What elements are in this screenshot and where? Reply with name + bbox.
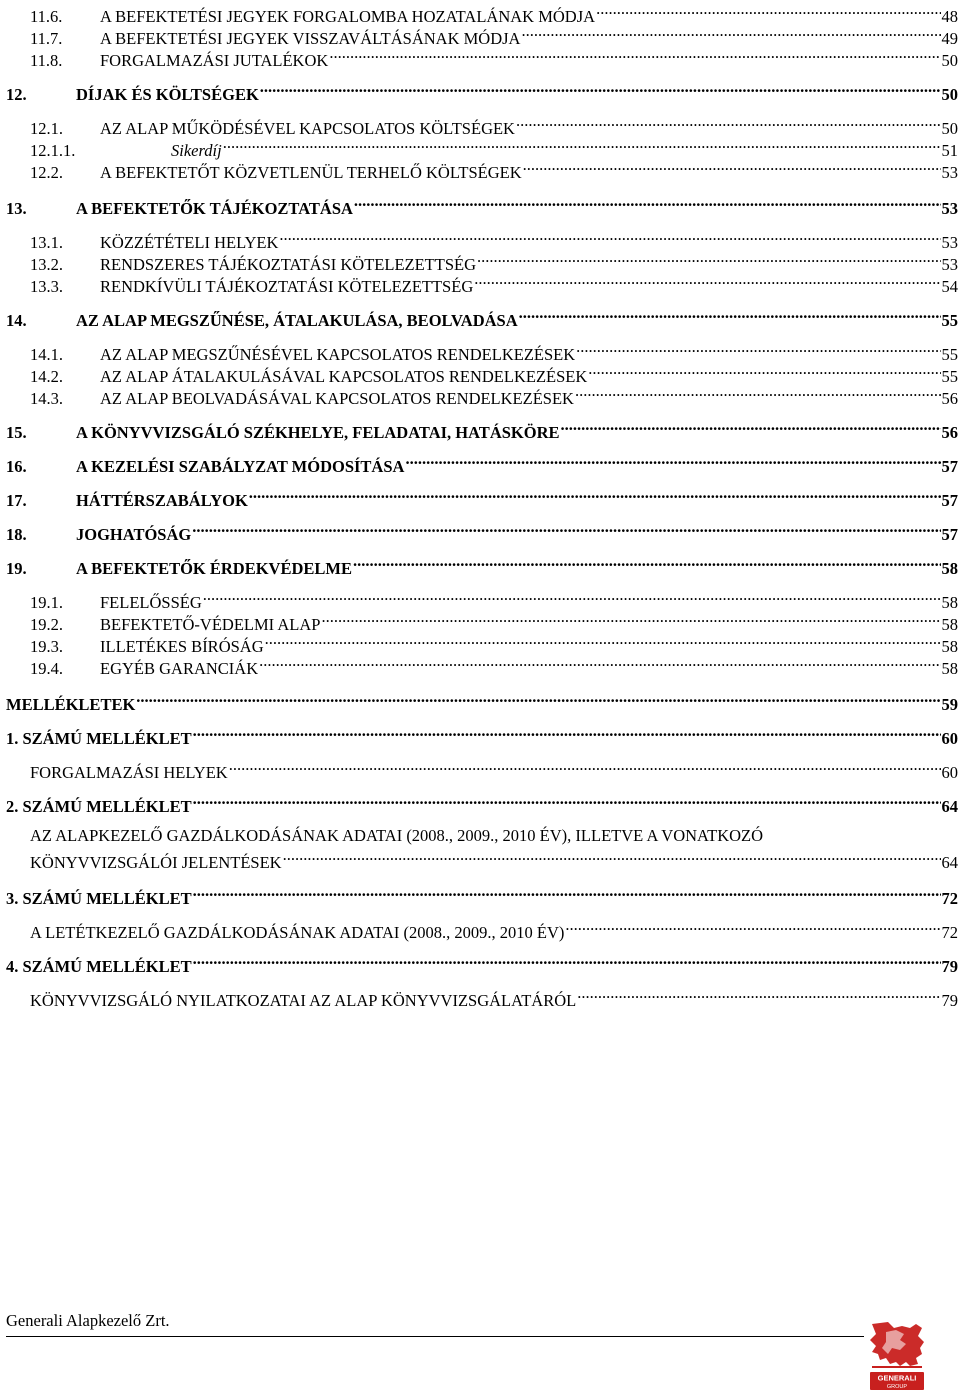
toc-entry-page-number: 50	[941, 85, 958, 104]
toc-entry-title: AZ ALAP BEOLVADÁSÁVAL KAPCSOLATOS RENDELKEZÉSEK	[100, 389, 574, 408]
toc-entry-title: A BEFEKTETŐT KÖZVETLENÜL TERHELŐ KÖLTSÉGEK	[100, 163, 522, 182]
toc-entry[interactable]	[30, 986, 958, 1011]
toc-entry-page-number: 58	[941, 593, 958, 612]
toc-entry-title: AZ ALAPKEZELŐ GAZDÁLKODÁSÁNAK ADATAI (2008., 2009., 2010 ÉV), ILLETVE A VONATKOZÓ	[30, 826, 764, 845]
toc-entry-page-number: 53	[941, 163, 958, 182]
toc-entry-page-number: 58	[941, 637, 958, 656]
toc-dot-leader	[136, 690, 940, 710]
toc-dot-leader	[474, 272, 940, 292]
toc-entry-title: ILLETÉKES BÍRÓSÁG	[100, 637, 264, 656]
toc-entry[interactable]	[6, 724, 958, 749]
toc-entry[interactable]	[6, 194, 958, 219]
toc-entry-title: A BEFEKTETŐK ÉRDEKVÉDELME	[76, 559, 352, 578]
toc-entry-page-number: 51	[941, 141, 958, 160]
toc-entry-title: 3. SZÁMÚ MELLÉKLET	[6, 889, 192, 908]
toc-entry[interactable]	[30, 654, 958, 679]
toc-entry-number: 13.2.	[30, 255, 63, 274]
toc-entry-page-number: 59	[941, 695, 958, 714]
toc-dot-leader	[249, 486, 941, 506]
toc-dot-leader	[203, 588, 941, 608]
toc-dot-leader	[565, 918, 940, 938]
toc-entry-title: AZ ALAP MEGSZŰNÉSÉVEL KAPCSOLATOS RENDELKEZÉSEK	[100, 345, 576, 364]
toc-entry-title: A BEFEKTETŐK TÁJÉKOZTATÁSA	[76, 199, 353, 218]
toc-entry-page-number: 50	[941, 51, 958, 70]
toc-entry-page-number: 48	[941, 7, 958, 26]
toc-entry-number: 12.1.	[30, 119, 63, 138]
logo-subtext: GROUP	[886, 1384, 908, 1390]
toc-dot-leader	[193, 884, 941, 904]
toc-entry-title: AZ ALAP ÁTALAKULÁSÁVAL KAPCSOLATOS RENDELKEZÉSEK	[100, 367, 588, 386]
toc-entry-page-number: 53	[941, 255, 958, 274]
toc-entry-page-number: 55	[941, 345, 958, 364]
toc-entry-title: Sikerdíj	[171, 141, 222, 160]
footer-company-name: Generali Alapkezelő Zrt.	[6, 1311, 170, 1330]
toc-entry-title: KÖNYVVIZSGÁLÓI JELENTÉSEK	[30, 853, 282, 872]
toc-entry[interactable]	[30, 46, 958, 71]
toc-entry-title: MELLÉKLETEK	[6, 695, 136, 714]
toc-entry-title: 4. SZÁMÚ MELLÉKLET	[6, 957, 192, 976]
toc-entry[interactable]	[6, 80, 958, 105]
toc-entry-number: 17.	[6, 491, 27, 510]
toc-entry-number: 19.2.	[30, 615, 63, 634]
toc-entry[interactable]	[6, 952, 958, 977]
toc-entry-title: 2. SZÁMÚ MELLÉKLET	[6, 797, 192, 816]
toc-entry-page-number: 53	[941, 233, 958, 252]
toc-entry-number: 13.1.	[30, 233, 63, 252]
toc-entry-page-number: 58	[941, 659, 958, 678]
toc-dot-leader	[519, 306, 941, 326]
toc-entry-title: RENDSZERES TÁJÉKOZTATÁSI KÖTELEZETTSÉG	[100, 255, 477, 274]
toc-dot-leader	[477, 250, 940, 270]
toc-dot-leader	[353, 554, 941, 574]
toc-entry-page-number: 79	[941, 991, 958, 1010]
toc-entry[interactable]	[6, 520, 958, 545]
toc-entry-page-number: 60	[941, 763, 958, 782]
footer-divider	[6, 1336, 864, 1337]
toc-entry-page-number: 53	[941, 199, 958, 218]
toc-entry-page-number: 50	[941, 119, 958, 138]
toc-entry-number: 19.1.	[30, 593, 63, 612]
toc-dot-leader	[283, 848, 941, 868]
toc-dot-leader	[192, 520, 940, 540]
toc-entry-number: 19.4.	[30, 659, 63, 678]
toc-entry-page-number: 58	[941, 559, 958, 578]
toc-entry[interactable]	[6, 486, 958, 511]
toc-dot-leader	[193, 792, 941, 812]
toc-entry-page-number: 79	[941, 957, 958, 976]
toc-entry-number: 14.3.	[30, 389, 63, 408]
logo-text: GENERALI	[877, 1373, 917, 1383]
toc-dot-leader	[596, 2, 940, 22]
toc-dot-leader	[405, 452, 940, 472]
toc-entry-number: 13.3.	[30, 277, 63, 296]
toc-entry[interactable]	[30, 272, 958, 297]
toc-entry-title: RENDKÍVÜLI TÁJÉKOZTATÁSI KÖTELEZETTSÉG	[100, 277, 474, 296]
toc-entry[interactable]	[6, 418, 958, 443]
toc-entry-page-number: 64	[941, 853, 958, 872]
toc-entry-title: A KEZELÉSI SZABÁLYZAT MÓDOSÍTÁSA	[76, 457, 405, 476]
toc-dot-leader	[576, 340, 940, 360]
toc-entry-title: DÍJAK ÉS KÖLTSÉGEK	[76, 85, 259, 104]
toc-dot-leader	[265, 632, 941, 652]
toc-entry-number: 15.	[6, 423, 27, 442]
toc-entry-title: A KÖNYVVIZSGÁLÓ SZÉKHELYE, FELADATAI, HATÁSKÖRE	[76, 423, 560, 442]
toc-entry[interactable]	[6, 690, 958, 715]
toc-dot-leader	[329, 46, 940, 66]
generali-lion-logo-icon	[866, 1318, 928, 1394]
toc-dot-leader	[577, 986, 940, 1006]
toc-dot-leader	[193, 724, 941, 744]
toc-dot-leader	[354, 194, 941, 214]
toc-entry[interactable]	[30, 384, 958, 409]
toc-dot-leader	[193, 952, 941, 972]
toc-entry-title: FORGALMAZÁSI HELYEK	[30, 763, 228, 782]
toc-entry-number: 19.	[6, 559, 27, 578]
toc-entry-page-number: 72	[941, 923, 958, 942]
toc-entry[interactable]	[6, 452, 958, 477]
toc-dot-leader	[259, 654, 940, 674]
toc-entry-number: 13.	[6, 199, 27, 218]
toc-entry-page-number: 64	[941, 797, 958, 816]
toc-entry-title: AZ ALAP MEGSZŰNÉSE, ÁTALAKULÁSA, BEOLVADÁSA	[76, 311, 518, 330]
toc-entry-title: BEFEKTETŐ-VÉDELMI ALAP	[100, 615, 321, 634]
toc-entry-number: 12.	[6, 85, 27, 104]
toc-dot-leader	[561, 418, 941, 438]
toc-entry-title: FORGALMAZÁSI JUTALÉKOK	[100, 51, 329, 70]
toc-entry[interactable]	[30, 848, 958, 873]
toc-entry[interactable]	[30, 918, 958, 943]
toc-entry-title: AZ ALAP MŰKÖDÉSÉVEL KAPCSOLATOS KÖLTSÉGEK	[100, 119, 515, 138]
toc-entry-title: KÖNYVVIZSGÁLÓ NYILATKOZATAI AZ ALAP KÖNYVVIZSGÁLATÁRÓL	[30, 991, 577, 1010]
toc-entry-title: HÁTTÉRSZABÁLYOK	[76, 491, 248, 510]
toc-entry-page-number: 56	[941, 389, 958, 408]
toc-entry[interactable]	[30, 758, 958, 783]
toc-dot-leader	[260, 80, 941, 100]
toc-dot-leader	[588, 362, 940, 382]
toc-entry-page-number: 56	[941, 423, 958, 442]
toc-entry-number: 14.1.	[30, 345, 63, 364]
toc-entry-page-number: 49	[941, 29, 958, 48]
toc-entry-page-number: 57	[941, 491, 958, 510]
toc-entry-title: A BEFEKTETÉSI JEGYEK FORGALOMBA HOZATALÁNAK MÓDJA	[100, 7, 596, 26]
toc-entry-number: 18.	[6, 525, 27, 544]
toc-entry-page-number: 58	[941, 615, 958, 634]
toc-dot-leader	[229, 758, 941, 778]
toc-entry-title: EGYÉB GARANCIÁK	[100, 659, 259, 678]
toc-entry[interactable]	[30, 158, 958, 183]
toc-entry-number: 11.8.	[30, 51, 63, 70]
toc-entry-page-number: 57	[941, 525, 958, 544]
toc-entry-page-number: 54	[941, 277, 958, 296]
toc-dot-leader	[523, 158, 941, 178]
toc-entry-title: JOGHATÓSÁG	[76, 525, 192, 544]
toc-entry-title: KÖZZÉTÉTELI HELYEK	[100, 233, 279, 252]
toc-entry-number: 11.6.	[30, 7, 63, 26]
toc-entry-title: FELELŐSSÉG	[100, 593, 202, 612]
toc-entry[interactable]	[6, 792, 958, 817]
toc-entry-number: 14.2.	[30, 367, 63, 386]
toc-entry-page-number: 55	[941, 367, 958, 386]
toc-dot-leader	[521, 24, 940, 44]
toc-entry[interactable]	[6, 554, 958, 579]
toc-entry-page-number: 57	[941, 457, 958, 476]
toc-dot-leader	[575, 384, 941, 404]
toc-dot-leader	[321, 610, 940, 630]
toc-entry[interactable]	[30, 826, 958, 846]
toc-entry-page-number: 72	[941, 889, 958, 908]
toc-entry-number: 11.7.	[30, 29, 63, 48]
toc-entry-title: A BEFEKTETÉSI JEGYEK VISSZAVÁLTÁSÁNAK MÓDJA	[100, 29, 521, 48]
toc-entry-number: 14.	[6, 311, 27, 330]
toc-entry-number: 12.1.1.	[30, 141, 76, 160]
toc-entry-title: 1. SZÁMÚ MELLÉKLET	[6, 729, 192, 748]
toc-entry[interactable]	[6, 884, 958, 909]
toc-entry-number: 19.3.	[30, 637, 63, 656]
toc-dot-leader	[516, 114, 941, 134]
toc-entry-page-number: 60	[941, 729, 958, 748]
toc-entry[interactable]	[6, 306, 958, 331]
toc-entry-number: 12.2.	[30, 163, 63, 182]
toc-dot-leader	[223, 136, 941, 156]
toc-entry-page-number: 55	[941, 311, 958, 330]
toc-dot-leader	[279, 228, 940, 248]
toc-entry-number: 16.	[6, 457, 27, 476]
toc-entry-title: A LETÉTKEZELŐ GAZDÁLKODÁSÁNAK ADATAI (2008., 2009., 2010 ÉV)	[30, 923, 565, 942]
